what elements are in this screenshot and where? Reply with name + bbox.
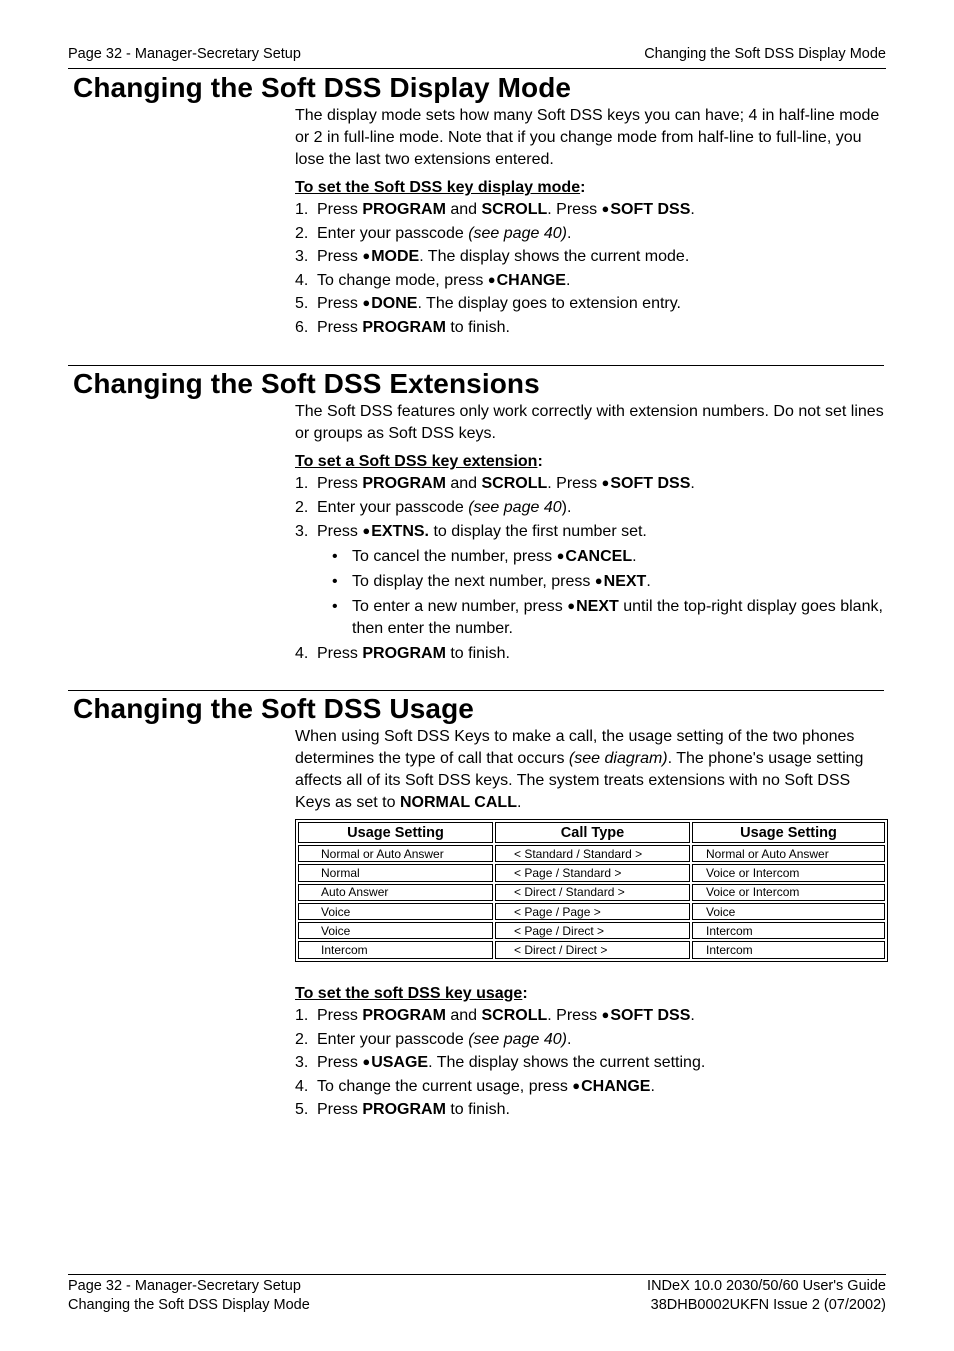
footer-right: INDeX 10.0 2030/50/60 User's Guide 38DHB0002UKFN Issue 2 (07/2002) [647,1278,886,1313]
table-cell: Voice or Intercom [692,884,885,901]
table-cell: Intercom [692,922,885,939]
section-body-display-mode [295,105,887,340]
table-cell: Normal or Auto Answer [692,845,885,862]
step: 4. To change the current usage, press ● CHANGE. [295,1076,887,1100]
usage-procedure [295,983,887,1123]
step: 5. Press PROGRAM to finish. [295,1101,510,1118]
steps-list [295,473,887,545]
step: 3. Press ● EXTNS. to display the first number set. [295,521,887,545]
intro-paragraph: When using Soft DSS Keys to make a call, the usage setting of the two phones determines the type of call that occurs (see diagram). The phone's usage setting affects all of its Soft DSS keys. The system treats extensions with no Soft DSS Keys as set to NORMAL CALL. [295,728,864,811]
soft-key-label: ● MODE [362,248,419,265]
header-left: Page 32 - Manager-Secretary Setup [68,46,301,62]
page-footer [68,1274,886,1313]
section-body-usage [295,726,887,814]
step: 1. Press PROGRAM and SCROLL. Press ● SOFT DSS. [295,473,887,497]
procedure-heading: To set the Soft DSS key display mode: [295,179,586,196]
step: 3. Press ● USAGE. The display shows the current setting. [295,1052,887,1076]
table-row [298,941,885,958]
table-row [298,884,885,901]
intro-paragraph: The Soft DSS features only work correctly with extension numbers. Do not set lines or groups as Soft DSS keys. [295,403,884,442]
header-right: Changing the Soft DSS Display Mode [644,46,886,62]
soft-key-label: ● NEXT [567,598,619,615]
soft-key-label: ● EXTNS. [362,523,429,540]
table-cell: Voice [692,903,885,920]
table-header-row [298,822,885,843]
soft-key-label: ● CANCEL [557,548,633,565]
table-row [298,864,885,881]
steps-list [295,1005,887,1123]
steps-list [295,199,887,340]
soft-key-label: ● SOFT DSS [602,201,691,218]
page-header [68,46,886,69]
table-cell: < Page / Standard > [495,864,690,881]
table-cell: Normal [298,864,493,881]
bullet-item: • To enter a new number, press ● NEXT until the top-right display goes blank, then enter the number. [295,596,887,640]
table-cell: Voice [298,903,493,920]
table-row [298,903,885,920]
section-divider [68,690,884,691]
table-cell: < Page / Direct > [495,922,690,939]
step: 6. Press PROGRAM to finish. [295,318,510,336]
step: 1. Press PROGRAM and SCROLL. Press ● SOFT DSS. [295,199,887,223]
table-cell: < Standard / Standard > [495,845,690,862]
footer-left: Page 32 - Manager-Secretary Setup Changing the Soft DSS Display Mode [68,1278,310,1313]
soft-key-label: ● NEXT [595,573,647,590]
procedure-heading: To set the soft DSS key usage: [295,985,528,1002]
table-cell: Auto Answer [298,884,493,901]
bullet-list [295,546,887,640]
table-cell: < Page / Page > [495,903,690,920]
soft-key-label: ● DONE [362,295,417,312]
soft-key-label: ● CHANGE [572,1078,650,1095]
column-header: Usage Setting [298,822,493,843]
table-cell: < Direct / Direct > [495,941,690,958]
soft-key-label: ● CHANGE [488,272,566,289]
table-row [298,845,885,862]
bullet-item: • To cancel the number, press ● CANCEL. [295,546,887,568]
table-cell: Intercom [298,941,493,958]
soft-key-label: ● USAGE [362,1054,428,1071]
table-cell: Intercom [692,941,885,958]
intro-paragraph: The display mode sets how many Soft DSS keys you can have; 4 in half-line mode or 2 in full-line mode. Note that if you change mode from half-line to full-line, you lose the last two extensions entered. [295,107,880,168]
step: 2. Enter your passcode (see page 40). [295,1030,572,1048]
step: 4. Press PROGRAM to finish. [295,644,510,662]
soft-key-label: ● SOFT DSS [602,475,691,492]
table-row [298,922,885,939]
bullet-item: • To display the next number, press ● NEXT. [295,571,887,593]
step: 4. To change mode, press ● CHANGE. [295,270,887,294]
section-title-display-mode: Changing the Soft DSS Display Mode [73,72,572,103]
column-header: Call Type [495,822,690,843]
procedure-heading: To set a Soft DSS key extension: [295,453,543,470]
column-header: Usage Setting [692,822,885,843]
soft-key-label: ● SOFT DSS [602,1007,691,1024]
section-title-usage: Changing the Soft DSS Usage [73,693,474,724]
step: 5. Press ● DONE. The display goes to extension entry. [295,293,887,317]
step: 1. Press PROGRAM and SCROLL. Press ● SOFT DSS. [295,1005,887,1029]
steps-list-continued [295,643,887,667]
table-cell: Voice [298,922,493,939]
table-cell: Voice or Intercom [692,864,885,881]
table-cell: < Direct / Standard > [495,884,690,901]
step: 2. Enter your passcode (see page 40). [295,224,572,242]
step: 2. Enter your passcode (see page 40). [295,498,572,516]
table-cell: Normal or Auto Answer [298,845,493,862]
usage-table [295,819,888,962]
section-title-extensions: Changing the Soft DSS Extensions [73,368,540,399]
step: 3. Press ● MODE. The display shows the current mode. [295,246,887,270]
section-body-extensions [295,401,887,666]
section-divider [68,365,884,366]
